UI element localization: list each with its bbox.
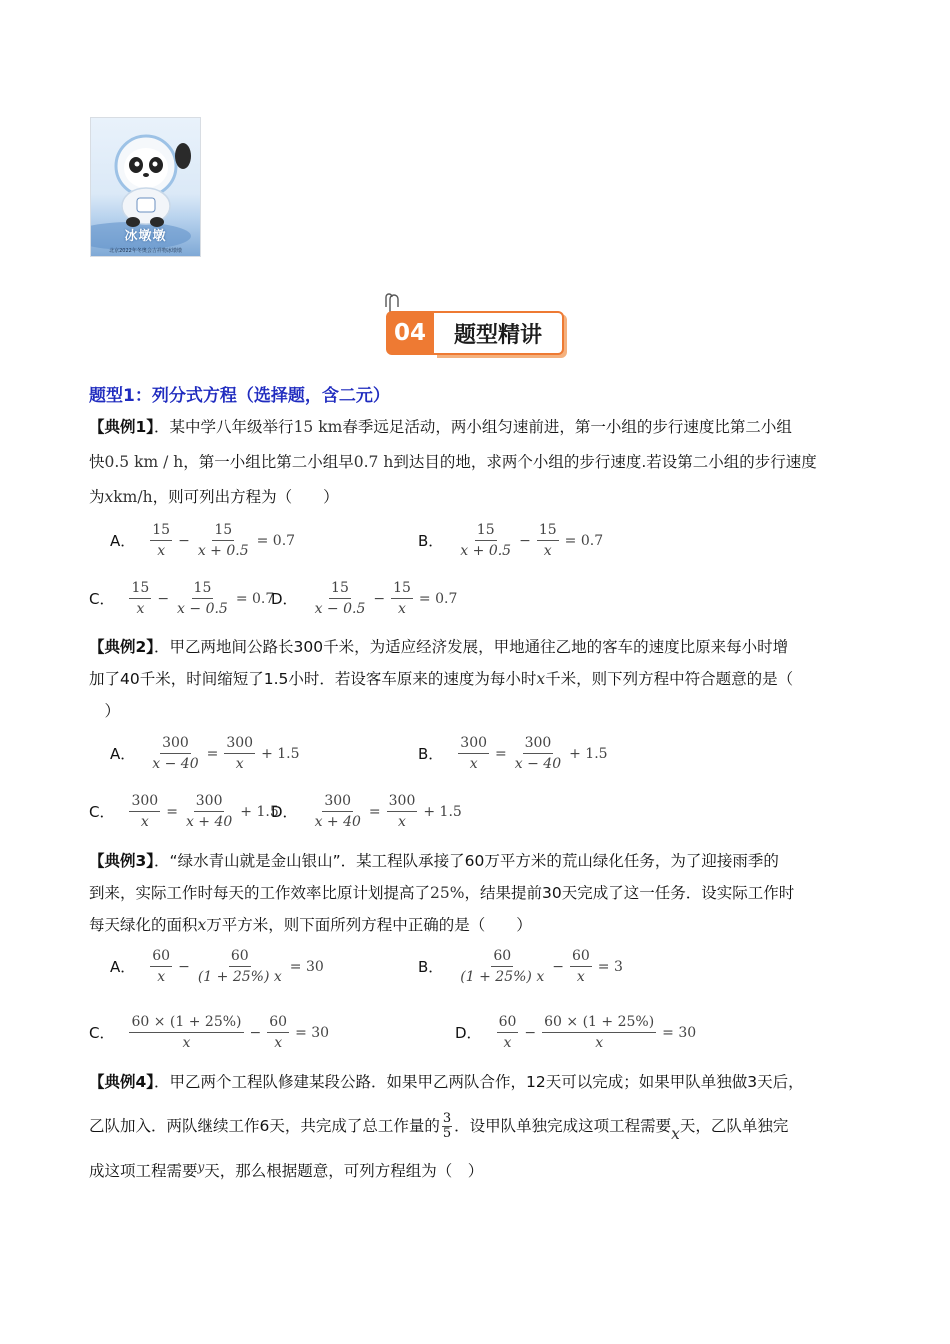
- ex2-option-c[interactable]: C． $\frac{300}{x}$ = $\frac{300}{x + 40}$ + 1.5: [89, 793, 282, 830]
- ex2-option-b-equation: $\frac{300}{x}$ = $\frac{300}{x - 40}$ + 1.5: [460, 735, 608, 772]
- ex1-speed: 0.5 km / h: [104, 453, 184, 471]
- banner-label: 题型精讲: [434, 311, 564, 355]
- ex2-line3: ）: [89, 702, 121, 720]
- section-title: 题型1：列分式方程（选择题，含二元）: [89, 386, 390, 406]
- ex1-line1: 【典例1】．某中学八年级举行15 km春季远足活动，两小组匀速前进，第一小组的步行速度比第二小组: [89, 418, 792, 436]
- ex3-option-b-equation: $\frac{60}{(1 + 25\%) x}$ − $\frac{60}{x}$ = 3: [460, 948, 623, 985]
- ex1-line2: 快0.5 km / h，第一小组比第二小组早0.7 h到达目的地，求两个小组的步行速度.若设第二小组的步行速度: [89, 453, 817, 471]
- ex4-fraction: $\frac{3}{5}$: [442, 1111, 452, 1141]
- ex3-tag: 【典例3】: [89, 852, 155, 870]
- ex1-option-b[interactable]: B． $\frac{15}{x + 0.5}$ − $\frac{15}{x}$ = 0.7: [418, 522, 606, 559]
- ex3-line1: 【典例3】．“绿水青山就是金山银山”．某工程队承接了60万平方米的荒山绿化任务，为了迎接雨季的: [89, 852, 779, 870]
- ex2-option-d-equation: $\frac{300}{x + 40}$ = $\frac{300}{x}$ + 1.5: [314, 793, 462, 830]
- ex4-line3: 成这项工程需要$^y$天，那么根据题意，可列方程组为（ ）: [89, 1160, 484, 1180]
- ex2-option-a-equation: $\frac{300}{x - 40}$ = $\frac{300}{x}$ + 1.5: [152, 735, 300, 772]
- ex2-tag: 【典例2】: [89, 638, 155, 656]
- ex3-line2: 到来，实际工作时每天的工作效率比原计划提高了25%，结果提前30天完成了这一任务．设实际工作时: [89, 884, 795, 902]
- ex4-tag: 【典例4】: [89, 1073, 155, 1091]
- ex3-option-d[interactable]: D． $\frac{60}{x}$ − $\frac{60 \times (1 + 25\%)}{x}$ = 30: [455, 1014, 699, 1051]
- ex3-option-c[interactable]: C． $\frac{60 \times (1 + 25\%)}{x}$ − $\frac{60}{x}$ = 30: [89, 1014, 332, 1051]
- ex1-option-a[interactable]: A． $\frac{15}{x}$ − $\frac{15}{x + 0.5}$ = 0.7: [110, 522, 298, 559]
- ex1-option-d-equation: $\frac{15}{x - 0.5}$ − $\frac{15}{x}$ = 0.7: [314, 580, 458, 617]
- ex4-line1: 【典例4】．甲乙两个工程队修建某段公路．如果甲乙两队合作，12天可以完成；如果甲队单独做3天后，: [89, 1073, 804, 1091]
- ex1-time: 0.7 h: [353, 453, 394, 471]
- mascot-image: [90, 117, 201, 257]
- ex1-tag: 【典例1】: [89, 418, 155, 436]
- ex3-option-a[interactable]: A． $\frac{60}{x}$ − $\frac{60}{(1 + 25\%) x}$ = 30: [110, 948, 327, 985]
- ex4-line2: 乙队加入．两队继续工作6天，共完成了总工作量的 $\frac{3}{5}$ ．设甲队单独完成这项工程需要x天，乙队单独完: [89, 1111, 789, 1143]
- ex2-line2: 加了40千米，时间缩短了1.5小时．若设客车原来的速度为每小时x千米，则下列方程中符合题意的是（: [89, 670, 794, 688]
- ex3-option-c-equation: $\frac{60 \times (1 + 25\%)}{x}$ − $\frac{60}{x}$ = 30: [131, 1014, 330, 1051]
- ex1-option-c[interactable]: C． $\frac{15}{x}$ − $\frac{15}{x - 0.5}$ = 0.7: [89, 580, 277, 617]
- ex2-line1: 【典例2】．甲乙两地间公路长300千米，为适应经济发展，甲地通往乙地的客车的速度比原来每小时增: [89, 638, 789, 656]
- ex1-distance: 15 km: [293, 418, 343, 436]
- banner-number: 04: [386, 311, 434, 355]
- ex1-option-a-equation: $\frac{15}{x}$ − $\frac{15}{x + 0.5}$ = 0.7: [152, 522, 296, 559]
- ex1-option-b-equation: $\frac{15}{x + 0.5}$ − $\frac{15}{x}$ = 0.7: [460, 522, 604, 559]
- ex2-option-b[interactable]: B． $\frac{300}{x}$ = $\frac{300}{x - 40}$ + 1.5: [418, 735, 611, 772]
- mascot-caption: 冰墩墩: [124, 229, 167, 244]
- ex1-option-c-equation: $\frac{15}{x}$ − $\frac{15}{x - 0.5}$ = 0.7: [131, 580, 275, 617]
- ex2-option-d[interactable]: D． $\frac{300}{x + 40}$ = $\frac{300}{x}$ + 1.5: [271, 793, 465, 830]
- ex3-line3: 每天绿化的面积x万平方米，则下面所列方程中正确的是（ ）: [89, 916, 532, 934]
- ex3-option-a-equation: $\frac{60}{x}$ − $\frac{60}{(1 + 25\%) x}$ = 30: [152, 948, 324, 985]
- ex2-option-c-equation: $\frac{300}{x}$ = $\frac{300}{x + 40}$ + 1.5: [131, 793, 279, 830]
- section-banner: [386, 311, 566, 355]
- ex1-option-d[interactable]: D． $\frac{15}{x - 0.5}$ − $\frac{15}{x}$ = 0.7: [271, 580, 460, 617]
- ex3-option-b[interactable]: B． $\frac{60}{(1 + 25\%) x}$ − $\frac{60}{x}$ = 3: [418, 948, 626, 985]
- ex3-option-d-equation: $\frac{60}{x}$ − $\frac{60 \times (1 + 25\%)}{x}$ = 30: [498, 1014, 697, 1051]
- mascot-subcaption: 北京2022年冬奥会吉祥物冰墩墩: [109, 248, 182, 254]
- ex1-line3: 为xkm/h，则可列出方程为（ ）: [89, 488, 339, 506]
- ex2-option-a[interactable]: A． $\frac{300}{x - 40}$ = $\frac{300}{x}$ + 1.5: [110, 735, 303, 772]
